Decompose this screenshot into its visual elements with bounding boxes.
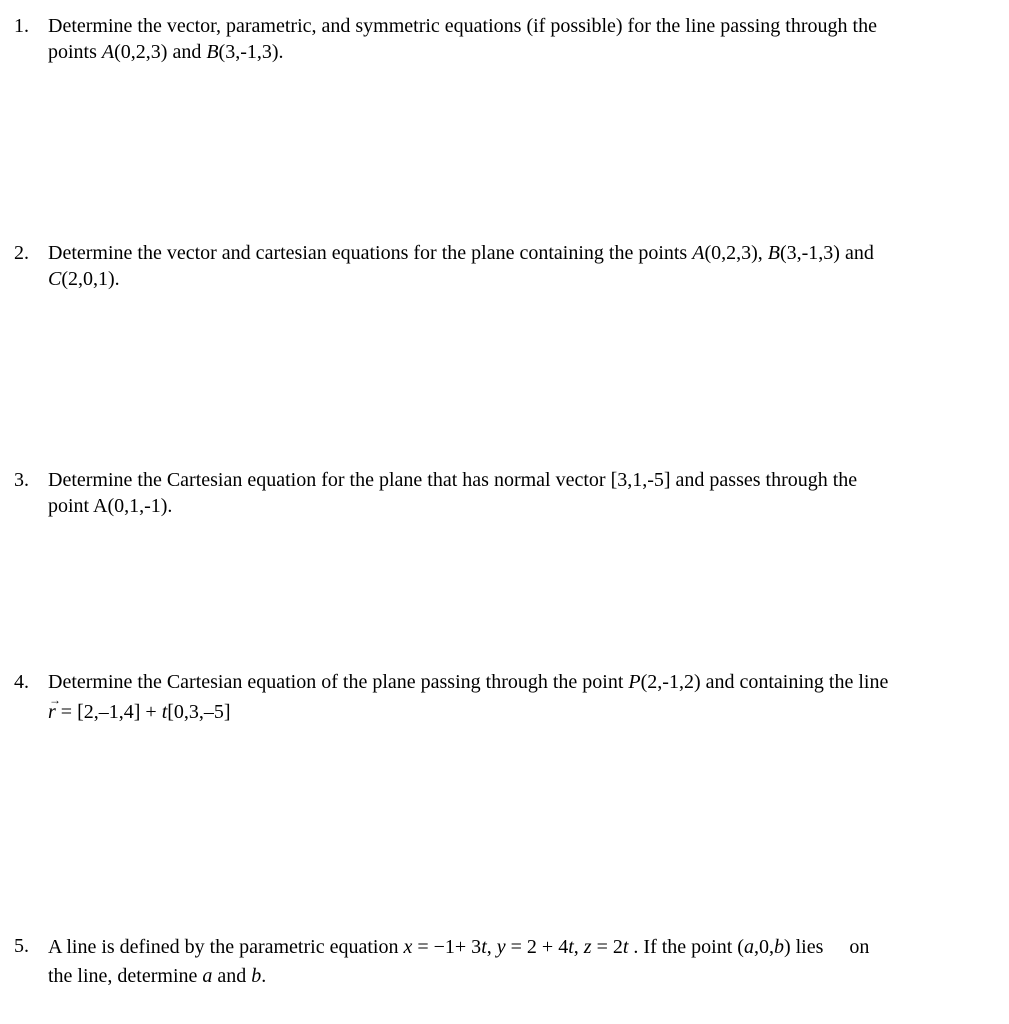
vector-arrow-icon: →	[49, 693, 61, 707]
question-line: Determine the Cartesian equation for the plane that has normal vector [3,1,-5] and passes through the	[48, 469, 858, 491]
text-segment: Determine the vector and cartesian equations for the plane containing the points	[48, 242, 693, 264]
equation-segment: = 2 + 4	[505, 936, 569, 958]
text-segment: and	[212, 965, 252, 987]
separator: ,	[486, 936, 497, 958]
point-label: C	[48, 268, 62, 290]
equation-segment: = 2	[591, 936, 623, 958]
question-line	[48, 933, 974, 961]
question-text	[48, 13, 974, 65]
question-line	[48, 266, 974, 292]
variable-a: a	[743, 936, 754, 958]
text-segment: ) lies	[783, 936, 824, 958]
point-coords: (2,-1,2) and containing the line	[640, 671, 889, 693]
equation-segment: = −1+ 3	[412, 936, 482, 958]
vector-symbol: r	[48, 701, 56, 723]
question-line	[48, 39, 974, 65]
variable-b: b	[251, 965, 262, 987]
equation-segment: [0,3,–5]	[167, 701, 231, 723]
question-4	[14, 669, 974, 725]
point-label: A	[101, 41, 115, 63]
text-segment: on	[849, 936, 870, 958]
question-5	[14, 933, 974, 989]
parameter-t: t	[622, 936, 629, 958]
line-equation	[48, 693, 974, 725]
question-number: 3.	[14, 469, 29, 491]
question-text	[48, 669, 974, 725]
point-coords: (3,-1,3) and	[779, 242, 874, 264]
question-number: 5.	[14, 935, 29, 957]
text-segment: points	[48, 41, 102, 63]
text-segment: . If the point (	[628, 936, 744, 958]
separator: ,	[573, 936, 584, 958]
point-label: A	[692, 242, 705, 264]
parameter-t: t	[481, 936, 487, 958]
question-line: Determine the vector, parametric, and symmetric equations (if possible) for the line passing through the	[48, 15, 877, 37]
text-segment: ,0,	[753, 936, 774, 958]
text-segment: Determine the Cartesian equation of the plane passing through the point	[48, 671, 629, 693]
text-segment: .	[261, 965, 267, 987]
parameter-t: t	[161, 701, 168, 723]
question-text	[48, 933, 974, 989]
question-number: 2.	[14, 242, 29, 264]
point-coords: (3,-1,3).	[218, 41, 284, 63]
question-line: point A(0,1,-1).	[48, 495, 173, 517]
parameter-t: t	[568, 936, 574, 958]
question-line	[48, 963, 974, 989]
point-label: B	[206, 41, 219, 63]
question-number: 1.	[14, 15, 29, 37]
question-2	[14, 240, 974, 292]
point-coords: (0,2,3) and	[114, 41, 207, 63]
question-number: 4.	[14, 671, 29, 693]
point-label: P	[628, 671, 641, 693]
text-segment: the line, determine	[48, 965, 203, 987]
question-text	[48, 467, 974, 519]
point-coords: (0,2,3),	[704, 242, 768, 264]
question-line	[48, 669, 974, 695]
variable-y: y	[496, 936, 506, 958]
question-3	[14, 467, 974, 519]
text-segment: A line is defined by the parametric equation	[48, 936, 404, 958]
vector-r	[48, 693, 61, 725]
question-line	[48, 240, 974, 266]
variable-x: x	[403, 936, 413, 958]
point-label: B	[767, 242, 780, 264]
variable-a: a	[202, 965, 213, 987]
variable-b: b	[773, 936, 784, 958]
point-coords: (2,0,1).	[61, 268, 120, 290]
question-text	[48, 240, 974, 292]
equation-segment: = [2,–1,4] +	[55, 701, 162, 723]
variable-z: z	[583, 936, 592, 958]
question-1	[14, 13, 974, 65]
